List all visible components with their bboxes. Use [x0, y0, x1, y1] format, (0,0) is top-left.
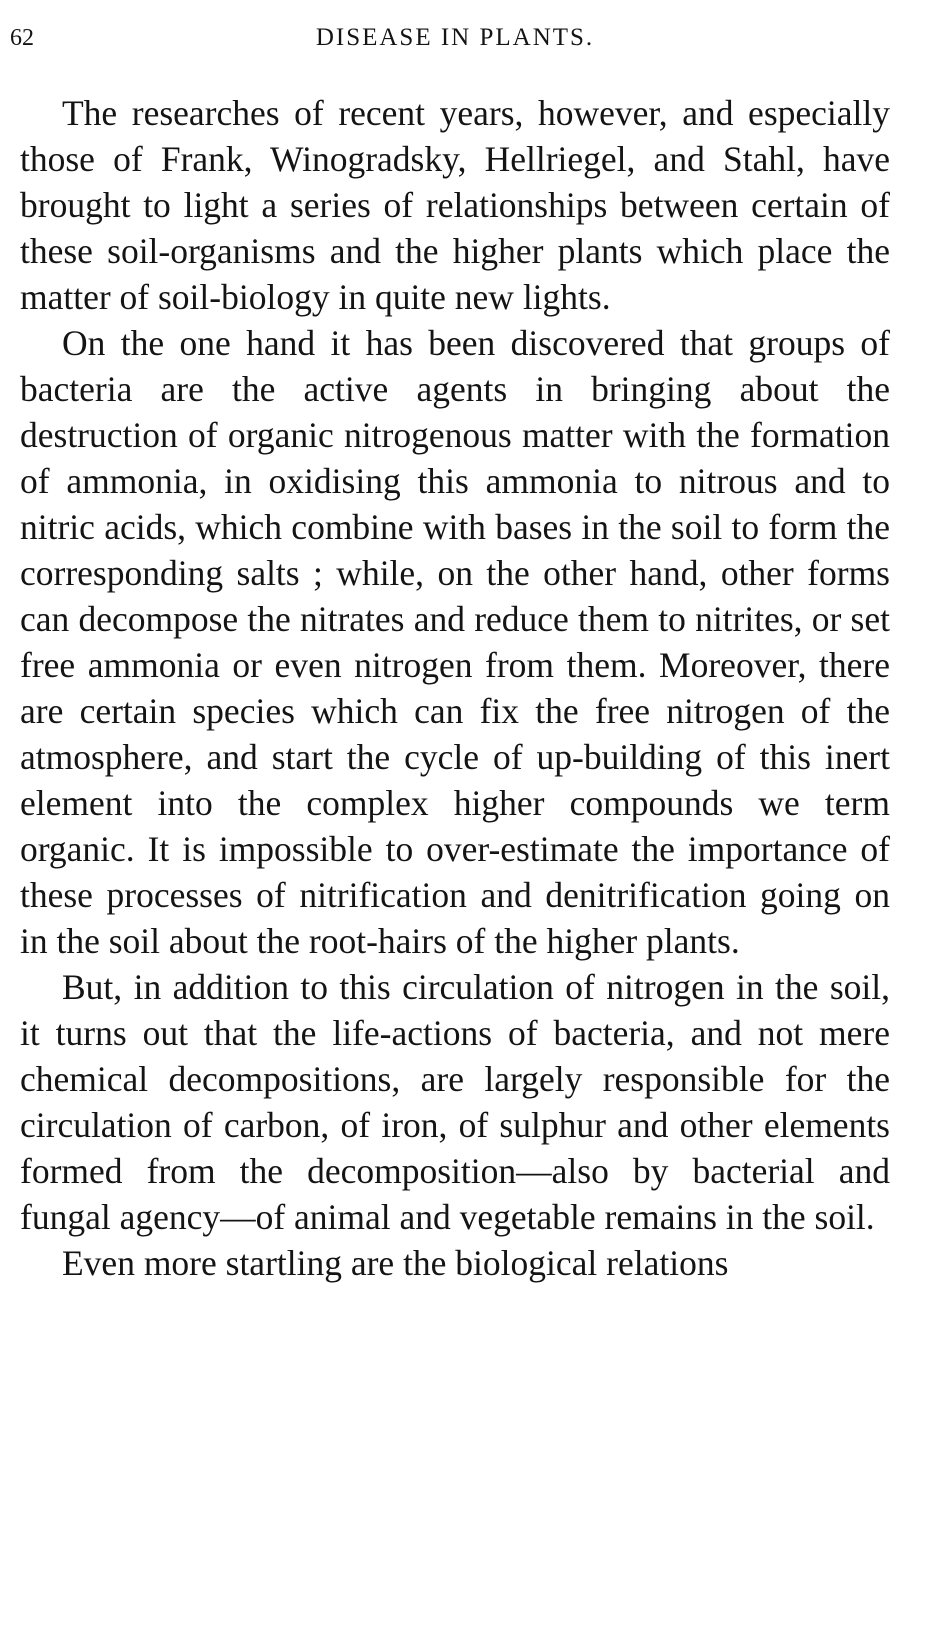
- paragraph-circulation-elements: But, in addition to this circulation of nitrogen in the soil, it turns out that the life-actions of bacteria, and not mere chemical decompositions, are largely responsible for the circulation of carbon, of iron, of sulphur and other elements formed from the decomposition—also by bacterial and fungal agency—of animal and vegetable remains in the soil.: [20, 967, 890, 1237]
- book-page: [10, 14, 890, 1619]
- running-head: [10, 14, 890, 62]
- paragraph-bacteria-nitrogen: On the one hand it has been discovered that groups of bacteria are the active agents in bringing about the destruction of organic nitrogenous matter with the formation of ammonia, in oxidising this ammonia to nitrous and to nitric acids, which combine with bases in the soil to form the corresponding salts ; while, on the other hand, other forms can decompose the nitrates and reduce them to nitrites, or set free ammonia or even nitrogen from them. Moreover, there are certain species which can fix the free nitrogen of the atmosphere, and start the cycle of up-building of this inert element into the complex higher compounds we term organic. It is impossible to over-estimate the importance of these processes of nitrification and denitrification going on in the soil about the root-hairs of the higher plants.: [20, 323, 890, 961]
- paragraph-biological-relations: Even more startling are the biological relations: [62, 1243, 729, 1283]
- running-title: DISEASE IN PLANTS.: [315, 24, 595, 51]
- page-number: 62: [10, 25, 34, 51]
- body-text: [20, 90, 890, 1286]
- paragraph-researches: The researches of recent years, however, and especially those of Frank, Winogradsky, Hellriegel, and Stahl, have brought to light a series of relationships between certain of these soil-organisms and the higher plants which place the matter of soil-biology in quite new lights.: [20, 93, 890, 317]
